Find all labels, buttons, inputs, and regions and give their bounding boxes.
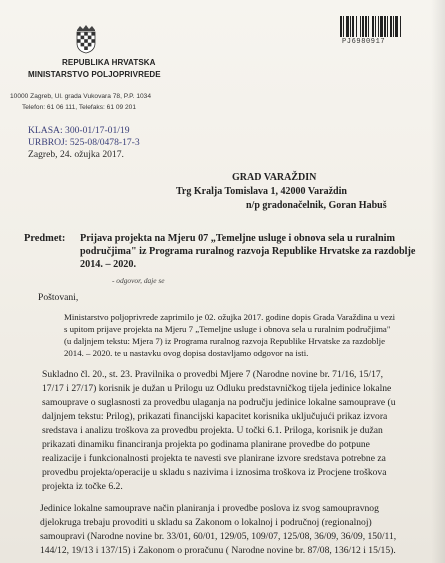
subject-note: - odgovor, daje se — [112, 276, 165, 285]
letterhead-ministry: MINISTARSTVO POLJOPRIVREDE — [28, 70, 161, 79]
subject-label: Predmet: — [24, 233, 66, 244]
paragraph-line: provedbu projekta/operacije u skladu s nazivima i iznosima troškova iz Procjene troškova — [42, 467, 387, 478]
paragraph-line: s upitom prijave projekta na Mjeru 7 „Temeljne usluge i obnova sela u ruralnim područjima" — [64, 324, 391, 334]
urbroj-number: URBROJ: 525-08/0478-17-3 — [28, 137, 140, 148]
subject-line: 2014. – 2020. — [80, 259, 137, 270]
page-edge-shadow — [431, 0, 445, 563]
paragraph-line: projekta iz točke 6.2. — [42, 481, 123, 492]
greeting: Poštovani, — [38, 292, 79, 303]
paragraph-line: djelokruga trebaju provoditi u skladu sa Zakonom o lokalnoj i područnoj (regionalnoj) — [40, 517, 372, 528]
klasa-number: KLASA: 300-01/17-01/19 — [28, 125, 130, 136]
recipient-name: GRAD VARAŽDIN — [232, 172, 317, 183]
recipient-attention: n/p gradonačelnik, Goran Habuš — [246, 200, 387, 211]
barcode-number: PJ6980917 — [342, 38, 386, 46]
paragraph-line: samouprave o suglasnosti za provedbu ulaganja na području jedinice lokalne samouprave (u — [42, 397, 396, 408]
paragraph-line: realizacije i funkcionalnosti projekta te navesti sve planirane izvore sredstava potrebne za — [42, 453, 386, 464]
subject-line: Prijava projekta na Mjeru 07 „Temeljne usluge i obnova sela u ruralnim — [80, 233, 395, 244]
paragraph-line: 17/17 i 27/17) korisnik je dužan u Prilogu uz Odluku predstavničkog tijela jedinice lokalne — [42, 383, 392, 394]
coat-of-arms-icon — [76, 24, 96, 54]
paragraph-line: (u daljnjem tekstu: Mjera 7) iz Programa ruralnog razvoja Republike Hrvatske za razdoblje — [64, 336, 385, 346]
paragraph-line: sredstava i analizu troškova za provedbu projekta. U točki 6.1. Priloga, korisnik je dužan — [42, 425, 383, 436]
paragraph-line: Jedinice lokalne samouprave način planiranja i provedbe poslova iz svog samoupravnog — [40, 503, 379, 514]
letterhead-phone: Telefon: 61 06 111, Telefaks: 61 09 201 — [22, 104, 137, 111]
place-date: Zagreb, 24. ožujka 2017. — [28, 149, 124, 160]
paragraph-line: daljnjem tekstu: Prilog), prikazati financijski kapacitet korisnika uključujući prikaz izvora — [42, 411, 388, 422]
paragraph-line: samoupravi (Narodne novine br. 33/01, 60/01, 129/05, 109/07, 125/08, 36/09, 36/09, 150/11, — [40, 531, 397, 542]
barcode-icon — [340, 16, 436, 37]
paragraph-line: 144/12, 19/13 i 137/15) i Zakonom o proračunu ( Narodne novine br. 87/08, 136/12 i 15/15). — [40, 545, 396, 556]
recipient-address: Trg Kralja Tomislava 1, 42000 Varaždin — [176, 186, 347, 197]
letterhead-country: REPUBLIKA HRVATSKA — [62, 58, 156, 67]
paragraph-line: 2014. – 2020. te u nastavku ovog dopisa dostavljamo odgovor na isti. — [64, 348, 309, 358]
letterhead-address: 10000 Zagreb, Ul. grada Vukovara 78, P.P. 1034 — [10, 93, 152, 100]
paragraph-line: prikazati dinamiku financiranja projekta po godinama planirane provedbe do potpune — [42, 439, 370, 450]
paragraph-line: Sukladno čl. 20., st. 23. Pravilnika o provedbi Mjere 7 (Narodne novine br. 71/16, 15/17, — [42, 369, 384, 380]
paragraph-line: Ministarstvo poljoprivrede zaprimilo je 02. ožujka 2017. godine dopis Grada Varaždina u vezi — [64, 312, 396, 322]
subject-line: područjima" iz Programa ruralnog razvoja Republike Hrvatske za razdoblje — [80, 246, 416, 257]
